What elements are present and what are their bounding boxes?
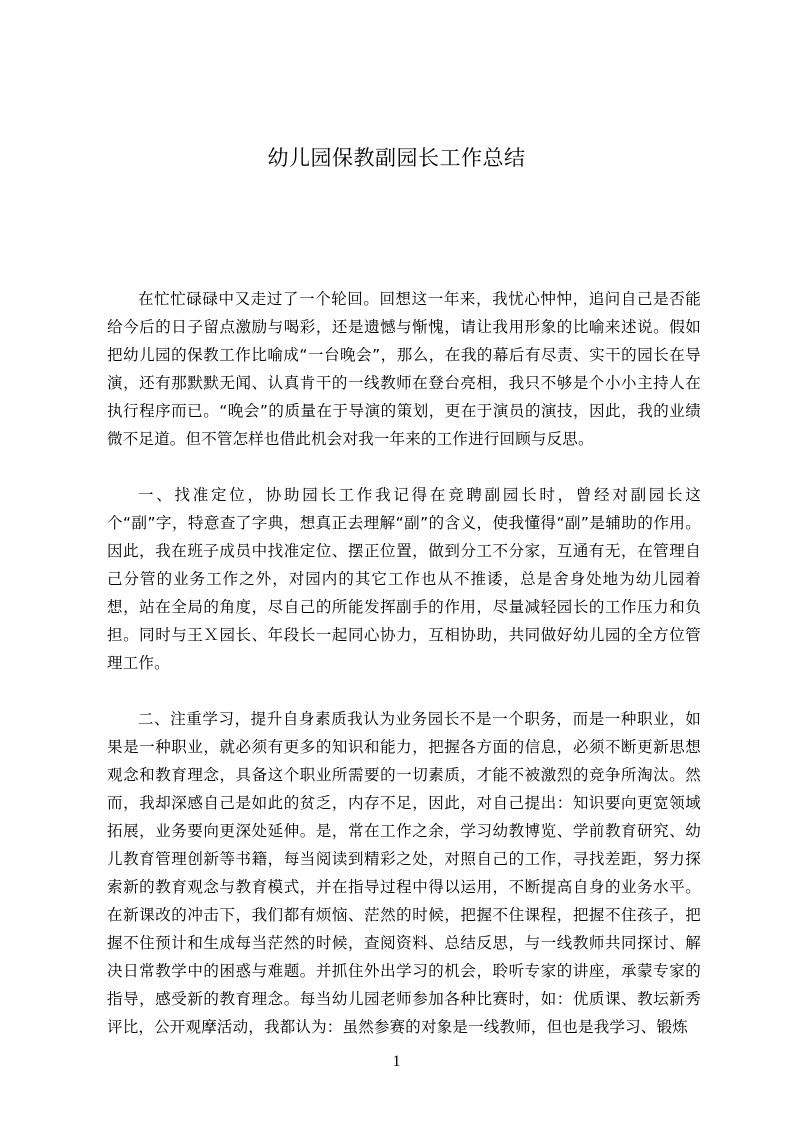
paragraph-intro: 在忙忙碌碌中又走过了一个轮回。回想这一年来，我忧心忡忡，追问自己是否能给今后的日子留点激励与喝彩，还是遗憾与惭愧，请让我用形象的比喻来述说。假如把幼儿园的保教工作比喻成“一台晚会”，那么，在我的幕后有尽责、实干的园长在导演，还有那默默无闻、认真肯干的一线教师在登台亮相，我只不够是个小小主持人在执行程序而已。“晚会”的质量在于导演的策划，更在于演员的演技，因此，我的业绩微不足道。但不管怎样也借此机会对我一年来的工作进行回顾与反思。: [107, 290, 701, 448]
document-body: [107, 285, 701, 1069]
page-number: 1: [392, 1053, 401, 1070]
paragraph-section-two: 二、注重学习，提升自身素质我认为业务园长不是一个职务，而是一种职业，如果是一种职业，就必须有更多的知识和能力，把握各方面的信息，必须不断更新思想观念和教育理念，具备这个职业所需要的一切素质，才能不被激烈的竞争所淘汰。然而，我却深感自己是如此的贫乏，内存不足，因此，对自己提出：知识要向更宽领域拓展，业务要向更深处延伸。是，常在工作之余，学习幼教博览、学前教育研究、幼儿教育管理创新等书籍，每当阅读到精彩之处，对照自己的工作，寻找差距，努力探索新的教育观念与教育模式，并在指导过程中得以运用，不断提高自身的业务水平。在新课改的冲击下，我们都有烦恼、茫然的时候，把握不住课程，把握不住孩子，把握不住预计和生成每当茫然的时候，查阅资料、总结反思，与一线教师共同探讨、解决日常教学中的困惑与难题。并抓住外出学习的机会，聆听专家的讲座，承蒙专家的指导，感受新的教育理念。每当幼儿园老师参加各种比赛时，如：优质课、教坛新秀评比，公开观摩活动，我都认为：虽然参赛的对象是一线教师，但也是我学习、锻炼: [107, 710, 701, 1036]
document-title: 幼儿园保教副园长工作总结: [267, 146, 526, 170]
paragraph-section-one: 一、找准定位，协助园长工作我记得在竞聘副园长时，曾经对副园长这个“副”字，特意查了字典，想真正去理解“副”的含义，使我懂得“副”是辅助的作用。因此，我在班子成员中找准定位、摆正位置，做到分工不分家，互通有无，在管理自己分管的业务工作之外，对园内的其它工作也从不推诿，总是舍身处地为幼儿园着想，站在全局的角度，尽自己的所能发挥副手的作用，尽量减轻园长的工作压力和负担。同时与王Ｘ园长、年段长一起同心协力，互相协助，共同做好幼儿园的全方位管理工作。: [107, 486, 701, 672]
